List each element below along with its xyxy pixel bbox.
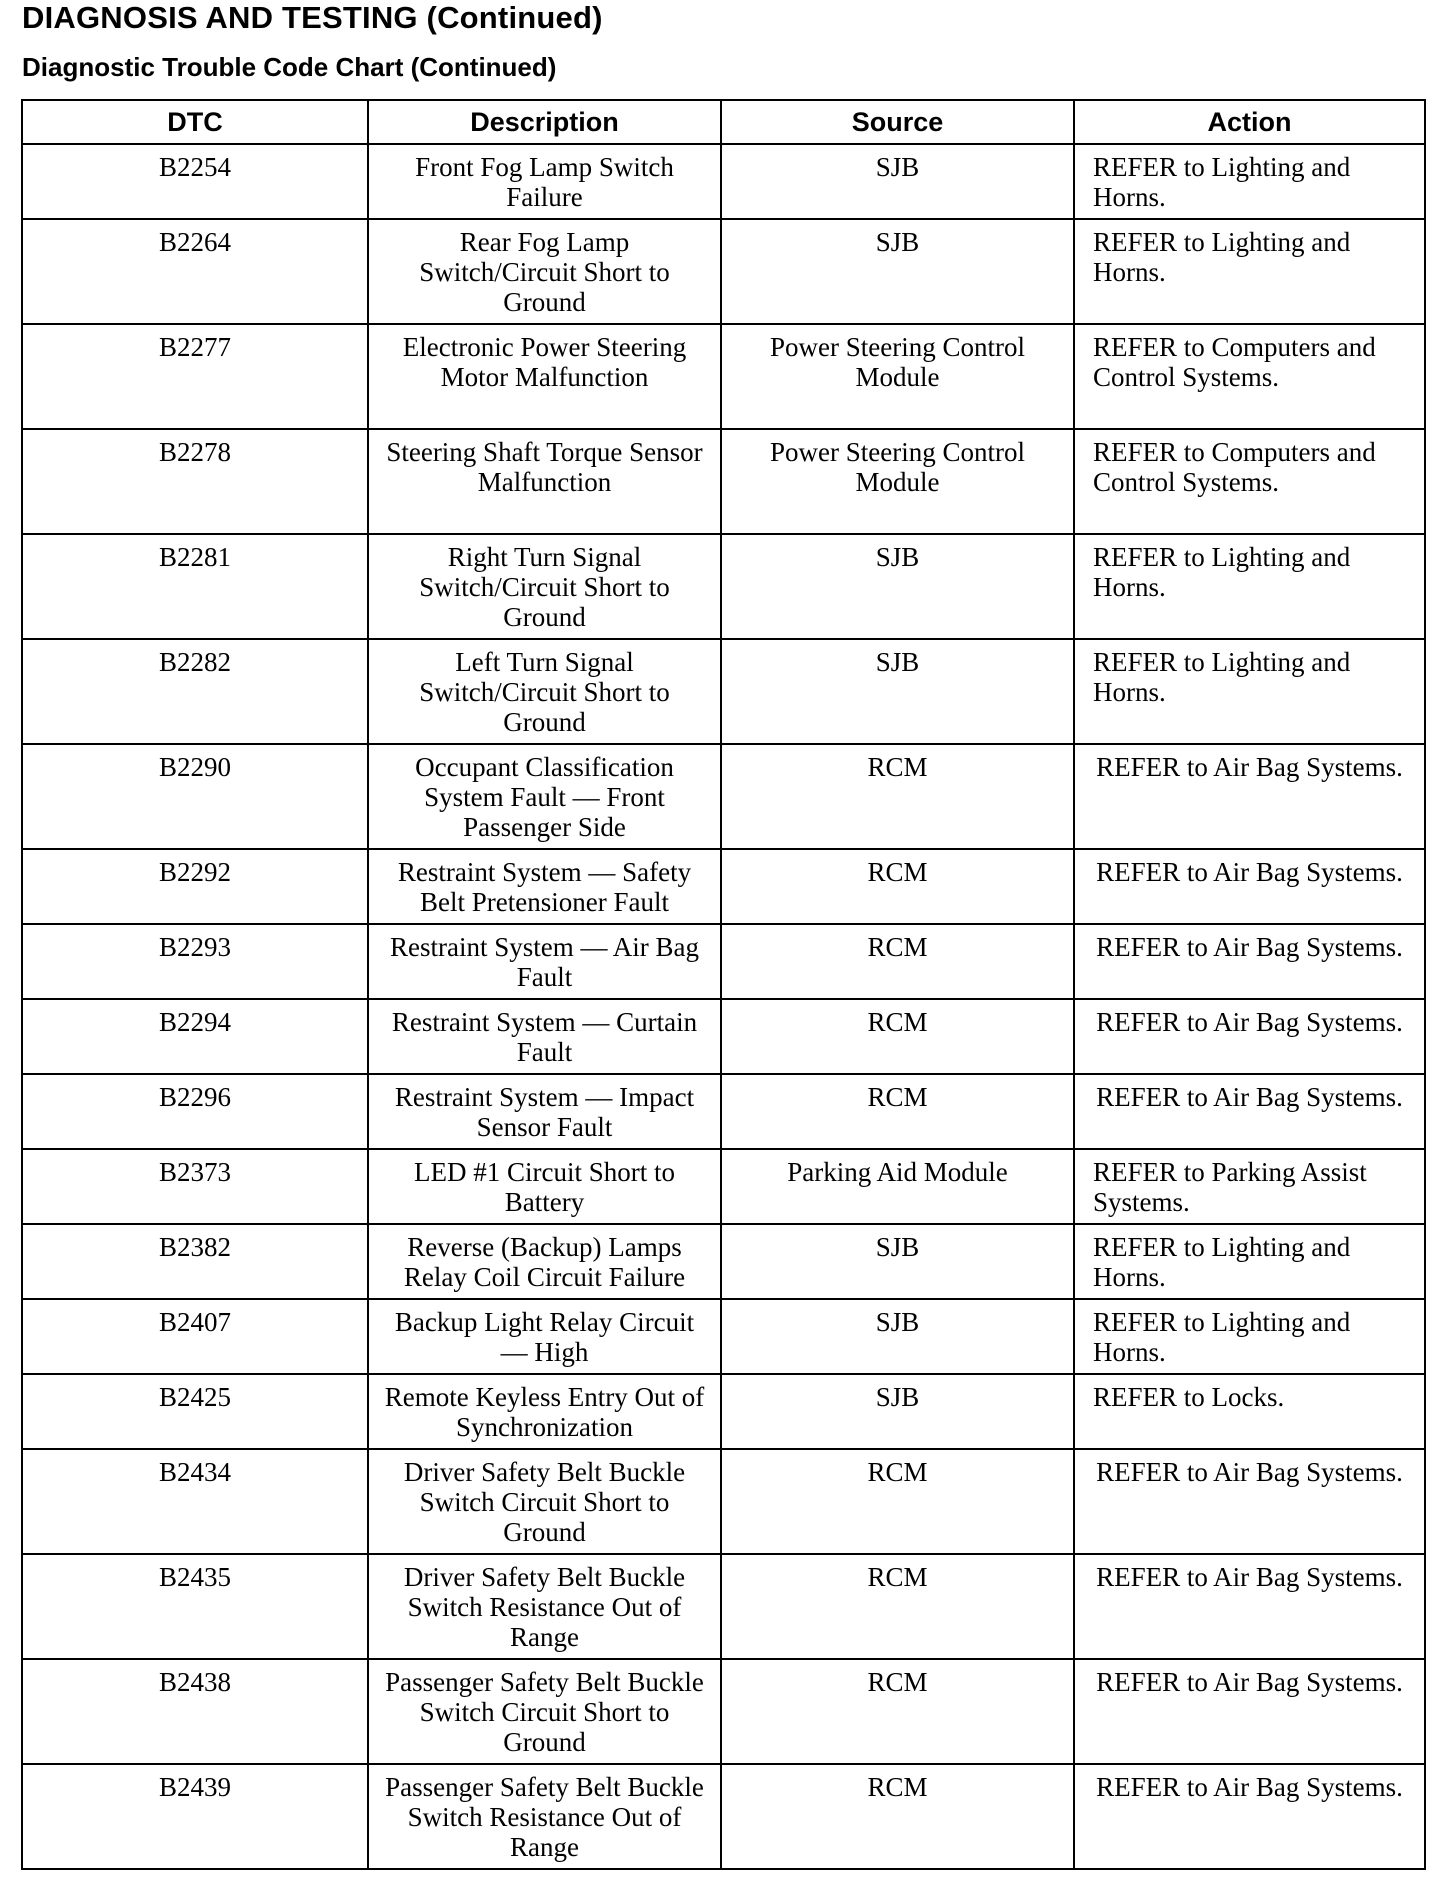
cell-dtc: B2438 <box>22 1659 368 1764</box>
cell-source: RCM <box>721 744 1074 849</box>
table-row <box>22 534 1425 639</box>
cell-description: Passenger Safety Belt Buckle Switch Circuit Short to Ground <box>368 1659 721 1764</box>
cell-description: Remote Keyless Entry Out of Synchronization <box>368 1374 721 1449</box>
cell-source: RCM <box>721 1074 1074 1149</box>
cell-source: Parking Aid Module <box>721 1149 1074 1224</box>
cell-dtc: B2373 <box>22 1149 368 1224</box>
cell-description: Driver Safety Belt Buckle Switch Circuit Short to Ground <box>368 1449 721 1554</box>
table-row <box>22 1074 1425 1149</box>
table-row <box>22 144 1425 219</box>
column-header-dtc: DTC <box>22 100 368 144</box>
cell-dtc: B2278 <box>22 429 368 534</box>
column-header-action: Action <box>1074 100 1425 144</box>
cell-dtc: B2277 <box>22 324 368 429</box>
cell-action: REFER to Computers and Control Systems. <box>1074 324 1425 429</box>
cell-source: SJB <box>721 1374 1074 1449</box>
cell-action: REFER to Air Bag Systems. <box>1074 1074 1425 1149</box>
page-title: DIAGNOSIS AND TESTING (Continued) <box>22 0 603 35</box>
cell-source: RCM <box>721 924 1074 999</box>
table-row <box>22 429 1425 534</box>
cell-description: Rear Fog Lamp Switch/Circuit Short to Ground <box>368 219 721 324</box>
cell-source: RCM <box>721 849 1074 924</box>
cell-source: RCM <box>721 1554 1074 1659</box>
table-row <box>22 1299 1425 1374</box>
table-row <box>22 1224 1425 1299</box>
table-row <box>22 1554 1425 1659</box>
cell-action: REFER to Air Bag Systems. <box>1074 924 1425 999</box>
cell-source: SJB <box>721 534 1074 639</box>
table-row <box>22 1659 1425 1764</box>
cell-description: LED #1 Circuit Short to Battery <box>368 1149 721 1224</box>
cell-source: RCM <box>721 1764 1074 1869</box>
cell-source: RCM <box>721 999 1074 1074</box>
cell-description: Passenger Safety Belt Buckle Switch Resistance Out of Range <box>368 1764 721 1869</box>
cell-action: REFER to Air Bag Systems. <box>1074 1449 1425 1554</box>
cell-description: Restraint System — Impact Sensor Fault <box>368 1074 721 1149</box>
cell-description: Reverse (Backup) Lamps Relay Coil Circuit Failure <box>368 1224 721 1299</box>
table-row <box>22 999 1425 1074</box>
cell-dtc: B2382 <box>22 1224 368 1299</box>
cell-description: Front Fog Lamp Switch Failure <box>368 144 721 219</box>
cell-action: REFER to Locks. <box>1074 1374 1425 1449</box>
cell-source: RCM <box>721 1449 1074 1554</box>
cell-dtc: B2293 <box>22 924 368 999</box>
cell-description: Left Turn Signal Switch/Circuit Short to Ground <box>368 639 721 744</box>
cell-action: REFER to Air Bag Systems. <box>1074 849 1425 924</box>
cell-description: Electronic Power Steering Motor Malfunction <box>368 324 721 429</box>
chart-subtitle: Diagnostic Trouble Code Chart (Continued) <box>22 52 557 82</box>
cell-description: Backup Light Relay Circuit — High <box>368 1299 721 1374</box>
cell-action: REFER to Lighting and Horns. <box>1074 1224 1425 1299</box>
cell-description: Right Turn Signal Switch/Circuit Short to Ground <box>368 534 721 639</box>
table-row <box>22 849 1425 924</box>
cell-description: Driver Safety Belt Buckle Switch Resistance Out of Range <box>368 1554 721 1659</box>
cell-action: REFER to Air Bag Systems. <box>1074 744 1425 849</box>
cell-description: Restraint System — Safety Belt Pretensioner Fault <box>368 849 721 924</box>
cell-dtc: B2407 <box>22 1299 368 1374</box>
cell-dtc: B2294 <box>22 999 368 1074</box>
cell-source: RCM <box>721 1659 1074 1764</box>
cell-source: SJB <box>721 1299 1074 1374</box>
cell-action: REFER to Air Bag Systems. <box>1074 999 1425 1074</box>
cell-description: Occupant Classification System Fault — Front Passenger Side <box>368 744 721 849</box>
table-row <box>22 1449 1425 1554</box>
cell-action: REFER to Lighting and Horns. <box>1074 144 1425 219</box>
cell-dtc: B2439 <box>22 1764 368 1869</box>
table-row <box>22 1374 1425 1449</box>
table-header-row <box>22 100 1425 144</box>
cell-description: Restraint System — Curtain Fault <box>368 999 721 1074</box>
cell-action: REFER to Parking Assist Systems. <box>1074 1149 1425 1224</box>
table-row <box>22 1764 1425 1869</box>
cell-source: Power Steering Control Module <box>721 324 1074 429</box>
cell-action: REFER to Lighting and Horns. <box>1074 534 1425 639</box>
table-row <box>22 219 1425 324</box>
cell-dtc: B2296 <box>22 1074 368 1149</box>
cell-action: REFER to Air Bag Systems. <box>1074 1764 1425 1869</box>
cell-source: Power Steering Control Module <box>721 429 1074 534</box>
cell-dtc: B2425 <box>22 1374 368 1449</box>
table-row <box>22 1149 1425 1224</box>
table-row <box>22 924 1425 999</box>
cell-dtc: B2264 <box>22 219 368 324</box>
table-row <box>22 639 1425 744</box>
cell-dtc: B2254 <box>22 144 368 219</box>
cell-action: REFER to Lighting and Horns. <box>1074 219 1425 324</box>
cell-dtc: B2435 <box>22 1554 368 1659</box>
cell-action: REFER to Lighting and Horns. <box>1074 1299 1425 1374</box>
column-header-source: Source <box>721 100 1074 144</box>
cell-dtc: B2281 <box>22 534 368 639</box>
cell-description: Restraint System — Air Bag Fault <box>368 924 721 999</box>
cell-action: REFER to Lighting and Horns. <box>1074 639 1425 744</box>
column-header-description: Description <box>368 100 721 144</box>
cell-dtc: B2282 <box>22 639 368 744</box>
cell-description: Steering Shaft Torque Sensor Malfunction <box>368 429 721 534</box>
cell-dtc: B2292 <box>22 849 368 924</box>
table-row <box>22 744 1425 849</box>
cell-action: REFER to Air Bag Systems. <box>1074 1659 1425 1764</box>
cell-source: SJB <box>721 1224 1074 1299</box>
table-row <box>22 324 1425 429</box>
cell-dtc: B2290 <box>22 744 368 849</box>
cell-action: REFER to Air Bag Systems. <box>1074 1554 1425 1659</box>
cell-dtc: B2434 <box>22 1449 368 1554</box>
cell-source: SJB <box>721 639 1074 744</box>
cell-source: SJB <box>721 144 1074 219</box>
cell-action: REFER to Computers and Control Systems. <box>1074 429 1425 534</box>
dtc-table <box>21 99 1426 1870</box>
cell-source: SJB <box>721 219 1074 324</box>
